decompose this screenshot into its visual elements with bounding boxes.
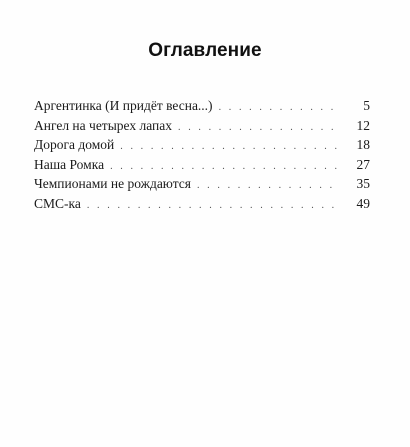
dot-leader xyxy=(178,118,340,138)
dot-leader xyxy=(197,176,340,196)
toc-entry-3 xyxy=(34,135,370,155)
toc-entry-label: Аргентинка (И придёт весна...) xyxy=(34,98,213,113)
toc-entry-label: Дорога домой xyxy=(34,137,115,153)
dot-leader xyxy=(120,137,340,157)
toc-entry-label: Чемпионами не рождаются xyxy=(34,176,191,192)
toc-entry-page: 12 xyxy=(356,117,370,133)
toc-title: Оглавление xyxy=(148,40,262,61)
toc-entry-page: 49 xyxy=(356,195,370,211)
table-of-contents xyxy=(34,96,370,214)
toc-entry-page: 35 xyxy=(356,176,370,192)
toc-entry-page: 18 xyxy=(356,137,370,153)
toc-entry-1 xyxy=(34,96,370,116)
toc-entry-5 xyxy=(34,174,370,194)
toc-entry-page: 5 xyxy=(363,98,370,113)
toc-entry-6 xyxy=(34,194,370,214)
dot-leader xyxy=(87,196,340,216)
toc-entry-2 xyxy=(34,116,370,136)
dot-leader xyxy=(219,98,340,118)
toc-entry-label: Наша Ромка xyxy=(34,156,105,172)
toc-entry-label: СМС-ка xyxy=(34,195,81,211)
toc-entry-label: Ангел на четырех лапах xyxy=(34,117,172,133)
toc-entry-4 xyxy=(34,155,370,175)
toc-entry-page: 27 xyxy=(356,156,370,172)
